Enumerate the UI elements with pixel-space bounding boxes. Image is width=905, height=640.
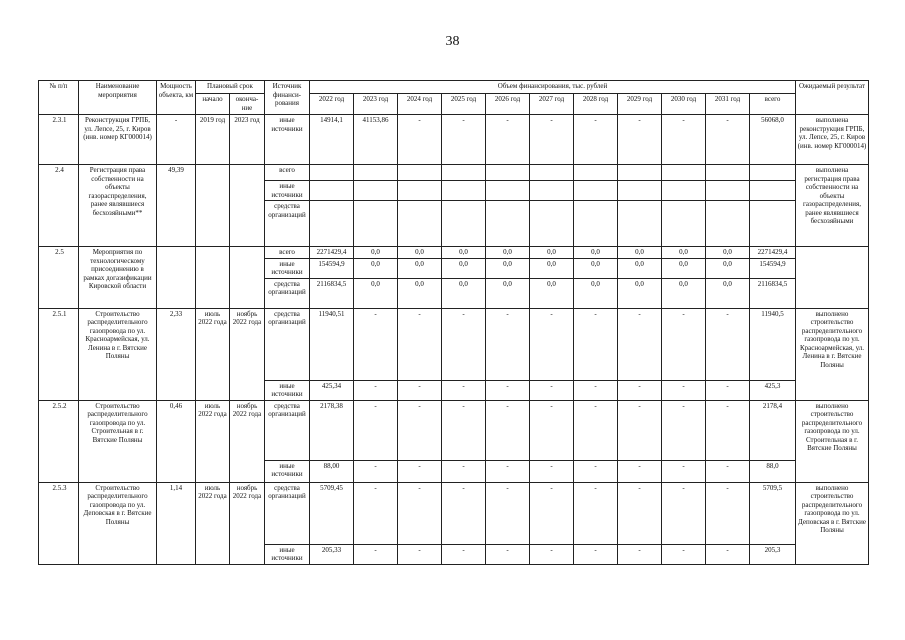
col-no-header: № п/п — [39, 81, 79, 115]
value-cell: - — [618, 460, 662, 482]
table-row — [39, 165, 869, 181]
value-cell: 5709,45 — [310, 482, 354, 544]
value-cell: - — [442, 308, 486, 380]
row-end: ноябрь 2022 года — [230, 308, 265, 400]
row-source: иные источники — [265, 380, 310, 400]
value-cell: - — [486, 460, 530, 482]
row-capacity: 0,46 — [157, 400, 196, 482]
row-result: выполнена регистрация права собственности на объекты газораспределения, ранее являвшиеся бесхозяйными — [796, 165, 869, 247]
total-cell: 425,3 — [750, 380, 796, 400]
row-source: всего — [265, 165, 310, 181]
row-source: иные источники — [265, 544, 310, 564]
value-cell: - — [662, 380, 706, 400]
row-result: выполнено строительство распределительного газопровода по ул. Строительная в г. Вятские Поляны — [796, 400, 869, 482]
table-row — [39, 308, 869, 380]
row-name: Реконструкция ГРПБ, ул. Лепсе, 25, г. Киров (инв. номер КГ000014) — [79, 115, 157, 165]
value-cell: 0,0 — [486, 247, 530, 259]
value-cell: - — [486, 400, 530, 460]
value-cell: - — [486, 380, 530, 400]
value-cell: - — [354, 380, 398, 400]
value-cell: 88,00 — [310, 460, 354, 482]
value-cell: - — [442, 400, 486, 460]
value-cell: - — [398, 115, 442, 165]
value-cell: - — [530, 460, 574, 482]
value-cell: - — [442, 115, 486, 165]
value-cell: 0,0 — [442, 258, 486, 278]
value-cell: 0,0 — [486, 278, 530, 308]
row-end — [230, 165, 265, 247]
value-cell: - — [354, 460, 398, 482]
row-start: июль 2022 года — [196, 400, 230, 482]
row-result: выполнено строительство распределительного газопровода по ул. Красноармейская, ул. Ленина в г. Вятские Поляны — [796, 308, 869, 400]
value-cell: 0,0 — [486, 258, 530, 278]
value-cell: 2116834,5 — [310, 278, 354, 308]
value-cell: 205,33 — [310, 544, 354, 564]
row-end: ноябрь 2022 года — [230, 400, 265, 482]
value-cell: - — [618, 400, 662, 460]
value-cell: - — [662, 482, 706, 544]
value-cell: - — [574, 380, 618, 400]
value-cell: 0,0 — [706, 247, 750, 259]
year-header: 2022 год — [310, 94, 354, 115]
row-source: средства организаций — [265, 400, 310, 460]
col-source-header: Источник финанси-рования — [265, 81, 310, 115]
total-cell: 11940,5 — [750, 308, 796, 380]
value-cell: - — [354, 400, 398, 460]
value-cell: - — [530, 115, 574, 165]
total-cell: 5709,5 — [750, 482, 796, 544]
row-number: 2.5 — [39, 247, 79, 309]
value-cell: - — [662, 115, 706, 165]
table-row — [39, 482, 869, 544]
row-source: средства организаций — [265, 201, 310, 247]
value-cell: 14914,1 — [310, 115, 354, 165]
value-cell: - — [618, 380, 662, 400]
col-name-header: Наименование мероприятия — [79, 81, 157, 115]
value-cell: - — [398, 460, 442, 482]
row-name: Строительство распределительного газопровода по ул. Деповская в г. Вятские Поляны — [79, 482, 157, 564]
value-cell: - — [442, 460, 486, 482]
total-cell: 56068,0 — [750, 115, 796, 165]
value-cell: 425,34 — [310, 380, 354, 400]
value-cell: - — [706, 482, 750, 544]
value-cell: - — [486, 308, 530, 380]
value-cell: - — [662, 544, 706, 564]
value-cell: - — [530, 400, 574, 460]
value-cell: - — [706, 308, 750, 380]
total-header: всего — [750, 94, 796, 115]
value-cell: - — [574, 482, 618, 544]
row-source: иные источники — [265, 460, 310, 482]
row-number: 2.5.2 — [39, 400, 79, 482]
value-cell: - — [662, 308, 706, 380]
value-cell: - — [486, 115, 530, 165]
col-result-header: Ожидаемый результат — [796, 81, 869, 115]
value-cell: 0,0 — [398, 258, 442, 278]
row-capacity: 49,39 — [157, 165, 196, 247]
value-cell: - — [574, 115, 618, 165]
value-cell: 0,0 — [618, 258, 662, 278]
table-row — [39, 247, 869, 259]
row-source: средства организаций — [265, 482, 310, 544]
row-start — [196, 165, 230, 247]
year-header: 2027 год — [530, 94, 574, 115]
value-cell: - — [398, 380, 442, 400]
row-end — [230, 247, 265, 309]
value-cell: - — [530, 482, 574, 544]
table-row — [39, 115, 869, 165]
value-cell: 0,0 — [662, 258, 706, 278]
value-cell: - — [398, 482, 442, 544]
value-cell: - — [398, 544, 442, 564]
value-cell: - — [618, 482, 662, 544]
row-name: Строительство распределительного газопровода по ул. Красноармейская, ул. Ленина в г. Вятские Поляны — [79, 308, 157, 400]
value-cell: 0,0 — [706, 258, 750, 278]
row-start: июль 2022 года — [196, 482, 230, 564]
row-number: 2.5.3 — [39, 482, 79, 564]
row-capacity: 2,33 — [157, 308, 196, 400]
row-number: 2.4 — [39, 165, 79, 247]
year-header: 2026 год — [486, 94, 530, 115]
value-cell: - — [706, 460, 750, 482]
value-cell: 0,0 — [442, 278, 486, 308]
row-source: средства организаций — [265, 308, 310, 380]
value-cell: 11940,51 — [310, 308, 354, 380]
funding-table — [38, 80, 869, 565]
year-header: 2024 год — [398, 94, 442, 115]
value-cell: - — [574, 400, 618, 460]
row-name: Строительство распределительного газопровода по ул. Строительная в г. Вятские Поляны — [79, 400, 157, 482]
row-source: иные источники — [265, 115, 310, 165]
value-cell: 0,0 — [618, 278, 662, 308]
value-cell: 0,0 — [574, 278, 618, 308]
value-cell: - — [706, 400, 750, 460]
value-cell: 0,0 — [530, 278, 574, 308]
value-cell: 0,0 — [618, 247, 662, 259]
col-funding-header: Объем финансирования, тыс. рублей — [310, 81, 796, 94]
value-cell: - — [398, 308, 442, 380]
value-cell: 154594,9 — [310, 258, 354, 278]
value-cell: 0,0 — [662, 247, 706, 259]
row-end: 2023 год — [230, 115, 265, 165]
row-start — [196, 247, 230, 309]
year-header: 2028 год — [574, 94, 618, 115]
value-cell: 0,0 — [706, 278, 750, 308]
table-row — [39, 400, 869, 460]
row-source: иные источники — [265, 258, 310, 278]
value-cell: - — [706, 380, 750, 400]
col-period-header: Плановый срок — [196, 81, 265, 94]
value-cell: 0,0 — [574, 258, 618, 278]
value-cell: - — [706, 115, 750, 165]
value-cell: - — [574, 544, 618, 564]
value-cell: - — [354, 482, 398, 544]
row-capacity — [157, 247, 196, 309]
value-cell: - — [662, 460, 706, 482]
row-source: средства организаций — [265, 278, 310, 308]
value-cell: - — [574, 460, 618, 482]
value-cell: - — [618, 308, 662, 380]
row-start: июль 2022 года — [196, 308, 230, 400]
row-source: иные источники — [265, 181, 310, 201]
total-cell: 88,0 — [750, 460, 796, 482]
row-end: ноябрь 2022 года — [230, 482, 265, 564]
total-cell: 2271429,4 — [750, 247, 796, 259]
row-source: всего — [265, 247, 310, 259]
total-cell: 2116834,5 — [750, 278, 796, 308]
value-cell: - — [662, 400, 706, 460]
row-capacity: 1,14 — [157, 482, 196, 564]
value-cell: 0,0 — [354, 247, 398, 259]
value-cell: 41153,86 — [354, 115, 398, 165]
year-header: 2030 год — [662, 94, 706, 115]
value-cell: - — [486, 544, 530, 564]
value-cell: - — [486, 482, 530, 544]
year-header: 2025 год — [442, 94, 486, 115]
value-cell: 0,0 — [398, 278, 442, 308]
row-name: Регистрация права собственности на объекты газораспределения, ранее являвшиеся бесхозяйными** — [79, 165, 157, 247]
value-cell: - — [354, 308, 398, 380]
value-cell: - — [706, 544, 750, 564]
value-cell: - — [530, 544, 574, 564]
year-header: 2023 год — [354, 94, 398, 115]
value-cell: - — [442, 380, 486, 400]
value-cell: - — [354, 544, 398, 564]
value-cell: - — [530, 308, 574, 380]
value-cell: 2271429,4 — [310, 247, 354, 259]
row-capacity: - — [157, 115, 196, 165]
value-cell: - — [618, 115, 662, 165]
value-cell: - — [574, 308, 618, 380]
value-cell: - — [530, 380, 574, 400]
col-capacity-header: Мощность объекта, км — [157, 81, 196, 115]
value-cell: - — [398, 400, 442, 460]
year-header: 2029 год — [618, 94, 662, 115]
row-start: 2019 год — [196, 115, 230, 165]
total-cell: 2178,4 — [750, 400, 796, 460]
row-number: 2.3.1 — [39, 115, 79, 165]
value-cell: - — [442, 544, 486, 564]
total-cell: 205,3 — [750, 544, 796, 564]
year-header: 2031 год — [706, 94, 750, 115]
value-cell: 0,0 — [442, 247, 486, 259]
value-cell: 0,0 — [530, 247, 574, 259]
value-cell: 0,0 — [530, 258, 574, 278]
value-cell: 0,0 — [574, 247, 618, 259]
row-name: Мероприятия по технологическому присоединению в рамках догазификации Кировской области — [79, 247, 157, 309]
value-cell: 0,0 — [354, 258, 398, 278]
value-cell: - — [618, 544, 662, 564]
row-number: 2.5.1 — [39, 308, 79, 400]
total-cell: 154594,9 — [750, 258, 796, 278]
col-start-header: начало — [196, 94, 230, 115]
row-result: выполнено строительство распределительного газопровода по ул. Деповская в г. Вятские Поляны — [796, 482, 869, 564]
value-cell: 0,0 — [662, 278, 706, 308]
value-cell: 0,0 — [354, 278, 398, 308]
value-cell: 0,0 — [398, 247, 442, 259]
col-end-header: оконча-ние — [230, 94, 265, 115]
page-number: 38 — [445, 34, 460, 49]
row-result: выполнена реконструкция ГРПБ, ул. Лепсе, 25, г. Киров (инв. номер КГ000014) — [796, 115, 869, 165]
row-result — [796, 247, 869, 309]
value-cell: 2178,38 — [310, 400, 354, 460]
value-cell: - — [442, 482, 486, 544]
